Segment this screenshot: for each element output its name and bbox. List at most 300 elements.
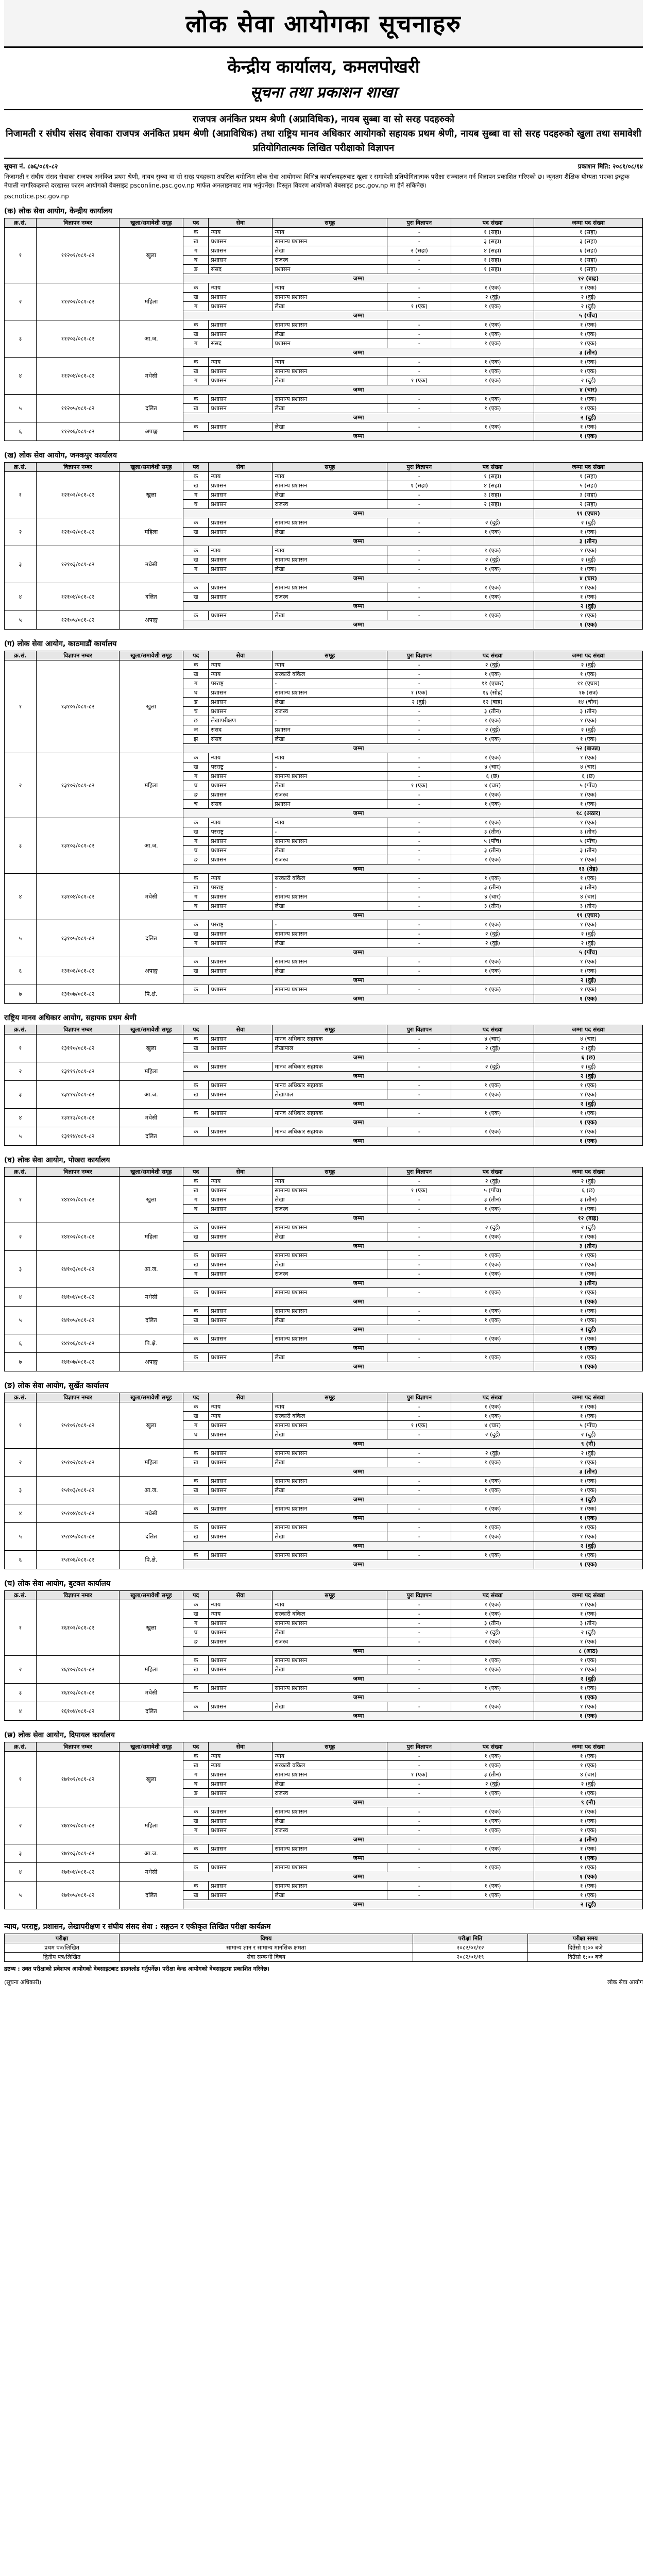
table-cell: प्रशासन: [209, 781, 273, 790]
table-cell: १ (एक): [451, 320, 534, 330]
table-cell: घ: [183, 902, 209, 911]
table-cell: १ (एक): [534, 1353, 643, 1362]
advert-number-cell: १४१०२/०८१-८२: [36, 1223, 119, 1251]
table-cell: १ (एक): [451, 1807, 534, 1817]
table-cell: २ (दुई): [534, 1044, 643, 1053]
table-cell: -: [387, 1223, 451, 1232]
table-cell: -: [387, 367, 451, 376]
table-cell: न्याय: [273, 818, 387, 827]
table-cell: क: [183, 283, 209, 293]
table-cell: १ (एक): [534, 1665, 643, 1674]
table-cell: प्रशासन: [209, 1044, 273, 1053]
table-row: [5, 1844, 643, 1854]
column-header: समूह: [273, 1167, 387, 1177]
advert-number-cell: १४१०५/०८१-८२: [36, 1307, 119, 1334]
table-cell: -: [387, 874, 451, 883]
table-cell: -: [387, 339, 451, 348]
table-cell: ग: [183, 679, 209, 688]
group-kind-cell: अपाङ्ग: [120, 1353, 183, 1371]
table-cell: -: [387, 1619, 451, 1628]
table-cell: परराष्ट्र: [209, 827, 273, 837]
table-cell: -: [387, 1430, 451, 1439]
table-cell: संसद: [209, 800, 273, 809]
table-cell: प्रशासन: [209, 1195, 273, 1205]
total-value: ५ (पाँच): [534, 948, 643, 957]
section-title: (ग) लोक सेवा आयोग, काठमाडौं कार्यालय: [4, 640, 117, 648]
table-cell: लेखा: [273, 1260, 387, 1269]
total-label: जम्मा: [183, 1674, 534, 1684]
table-cell: २ (सहा): [534, 500, 643, 509]
group-kind-cell: महिला: [120, 1062, 183, 1081]
table-cell: ख: [183, 670, 209, 679]
advert-number-cell: १७१०३/०८१-८२: [36, 1844, 119, 1863]
table-cell: २ (दुई): [451, 518, 534, 528]
table-cell: घ: [183, 1430, 209, 1439]
serial-cell: १: [5, 472, 37, 518]
total-label: जम्मा: [183, 1900, 534, 1909]
table-cell: क: [183, 228, 209, 237]
table-cell: प्रशासन: [209, 246, 273, 256]
table-cell: १ (एक): [534, 395, 643, 404]
total-value: १ (एक): [534, 1344, 643, 1353]
table-cell: क: [183, 1035, 209, 1044]
total-label: जम्मा: [183, 1242, 534, 1251]
table-cell: १ (एक): [534, 1109, 643, 1118]
table-cell: प्रशासन: [209, 1449, 273, 1458]
total-label: जम्मा: [183, 1835, 534, 1844]
advert-number-cell: १२१०५/०८१-८२: [36, 611, 119, 630]
total-value: ११ (एघार): [534, 911, 643, 920]
table-cell: प्रशासन: [209, 1090, 273, 1099]
table-cell: प्रशासन: [209, 1316, 273, 1325]
table-cell: लेखा: [273, 1532, 387, 1541]
table-cell: १ (एक): [534, 790, 643, 800]
table-cell: प्रशासन: [209, 1288, 273, 1297]
table-cell: ३ (सहा): [534, 490, 643, 500]
table-cell: -: [387, 1090, 451, 1099]
table-cell: राजस्व: [273, 1637, 387, 1647]
table-cell: १ (एक): [451, 1477, 534, 1486]
total-value: ८ (आठ): [534, 1647, 643, 1656]
serial-cell: ३: [5, 818, 37, 874]
table-cell: प्रशासन: [209, 293, 273, 302]
table-cell: २ (दुई): [534, 518, 643, 528]
total-value: ५२ (बाउन्न): [534, 744, 643, 753]
table-cell: घ: [183, 256, 209, 265]
total-value: ११ (एघार): [534, 509, 643, 518]
table-row: [5, 1449, 643, 1458]
table-cell: -: [387, 1817, 451, 1826]
column-header: पद: [183, 463, 209, 472]
serial-cell: १: [5, 1402, 37, 1449]
branch-heading: सूचना तथा प्रकाशन शाखा: [250, 83, 397, 101]
group-kind-cell: महिला: [120, 753, 183, 818]
table-cell: १ (एक): [451, 1081, 534, 1090]
table-cell: १ (एक): [534, 1702, 643, 1711]
group-kind-cell: दलित: [120, 1307, 183, 1334]
table-cell: -: [387, 725, 451, 735]
table-cell: १ (एक): [451, 920, 534, 929]
table-cell: लेखा: [273, 846, 387, 855]
serial-cell: ६: [5, 1334, 37, 1353]
table-cell: १ (एक): [451, 818, 534, 827]
table-cell: सामान्य प्रशासन: [273, 1307, 387, 1316]
table-cell: -: [387, 1702, 451, 1711]
table-cell: ५ (पाँच): [451, 837, 534, 846]
total-label: जम्मा: [183, 1344, 534, 1353]
schedule-cell: सामान्य ज्ञान र सामान्य मानसिक क्षमता: [120, 1943, 413, 1953]
table-row: [5, 753, 643, 762]
total-value: २ (दुई): [534, 1495, 643, 1504]
table-cell: १ (एक): [451, 1891, 534, 1900]
table-cell: क: [183, 611, 209, 620]
table-cell: प्रशासन: [209, 1353, 273, 1362]
table-cell: प्रशासन: [209, 837, 273, 846]
table-cell: सरकारी वकिल: [273, 874, 387, 883]
table-cell: क: [183, 1449, 209, 1458]
total-label: जम्मा: [183, 976, 534, 985]
table-cell: लेखा: [273, 698, 387, 707]
table-header-row: [5, 463, 643, 472]
table-cell: १ (एक): [534, 330, 643, 339]
column-header: खुला/समावेशी समूह: [120, 1591, 183, 1600]
table-cell: क: [183, 358, 209, 367]
column-header: समूह: [273, 1742, 387, 1752]
table-cell: सामान्य प्रशासन: [273, 1863, 387, 1872]
table-row: [5, 1477, 643, 1486]
advert-number-cell: १३१०२/०८१-८२: [36, 753, 119, 818]
table-cell: प्रशासन: [209, 1628, 273, 1637]
table-cell: घ: [183, 1205, 209, 1214]
total-value: १२ (बाह्र): [534, 1214, 643, 1223]
table-cell: ३ (सहा): [451, 237, 534, 246]
total-label: जम्मा: [183, 1711, 534, 1721]
table-cell: -: [387, 1477, 451, 1486]
table-row: [5, 957, 643, 967]
table-cell: परराष्ट्र: [209, 920, 273, 929]
table-header-row: [5, 1025, 643, 1035]
total-label: जम्मा: [183, 413, 534, 422]
column-header: पुरा विज्ञापन: [387, 463, 451, 472]
table-cell: ३ (तीन): [451, 883, 534, 892]
table-cell: १ (एक): [534, 583, 643, 592]
table-cell: ग: [183, 246, 209, 256]
table-cell: १ (एक): [534, 1412, 643, 1421]
table-row: [5, 1551, 643, 1560]
table-cell: ३ (तीन): [451, 1195, 534, 1205]
total-label: जम्मा: [183, 1325, 534, 1334]
table-cell: १ (सहा): [534, 256, 643, 265]
column-header: पद: [183, 1167, 209, 1177]
table-cell: -: [387, 1807, 451, 1817]
table-cell: -: [387, 855, 451, 865]
table-cell: १ (एक): [534, 967, 643, 976]
table-cell: प्रशासन: [209, 395, 273, 404]
table-cell: घ: [183, 688, 209, 698]
table-cell: -: [387, 837, 451, 846]
advert-number-cell: १७१०४/०८१-८२: [36, 1863, 119, 1882]
table-cell: सरकारी वकिल: [273, 1761, 387, 1770]
table-cell: -: [387, 1458, 451, 1467]
table-cell: -: [387, 790, 451, 800]
table-cell: ६ (छ): [534, 1186, 643, 1195]
table-cell: ४ (चार): [451, 781, 534, 790]
table-cell: न्याय: [209, 1609, 273, 1619]
table-cell: १ (एक): [534, 957, 643, 967]
table-cell: प्रशासन: [209, 790, 273, 800]
table-cell: -: [387, 1752, 451, 1761]
table-cell: झ: [183, 735, 209, 744]
table-cell: क: [183, 1844, 209, 1854]
table-cell: मानव अधिकार सहायक: [273, 1062, 387, 1072]
schedule-note: द्रष्टव्य : उक्त परीक्षाको प्रवेशपत्र आयोगको वेबसाइटबाट डाउनलोड गर्नुपर्नेछ। परीक्षा केन्द्र आयोगको वेबसाइटमा प्रकाशित गरिनेछ।: [4, 1965, 269, 1972]
table-cell: ४ (चार): [534, 1035, 643, 1044]
table-cell: घ: [183, 1628, 209, 1637]
table-cell: २ (दुई): [451, 1177, 534, 1186]
table-cell: सामान्य प्रशासन: [273, 237, 387, 246]
table-cell: १ (एक): [451, 1551, 534, 1560]
table-cell: ४ (चार): [451, 1035, 534, 1044]
table-cell: १ (एक): [451, 1532, 534, 1541]
table-cell: १४ (चौध): [534, 698, 643, 707]
table-cell: २ (दुई): [534, 1628, 643, 1637]
table-cell: १ (एक): [534, 1826, 643, 1835]
table-cell: प्रशासन: [209, 1551, 273, 1560]
table-cell: ६ (सहा): [534, 246, 643, 256]
table-cell: प्रशासन: [209, 1127, 273, 1137]
advert-number-cell: १३११३/०८१-८२: [36, 1109, 119, 1127]
table-cell: ग: [183, 1619, 209, 1628]
column-header: जम्मा पद संख्या: [534, 463, 643, 472]
advert-number-cell: १४१०४/०८१-८२: [36, 1288, 119, 1307]
group-kind-cell: खुला: [120, 1177, 183, 1223]
total-label: जम्मा: [183, 1514, 534, 1523]
column-header: पुरा विज्ञापन: [387, 1025, 451, 1035]
table-cell: लेखा: [273, 1780, 387, 1789]
table-cell: ३ (तीन): [534, 827, 643, 837]
table-cell: १ (एक): [451, 592, 534, 602]
serial-cell: ४: [5, 1504, 37, 1523]
table-cell: न्याय: [209, 1761, 273, 1770]
table-cell: प्रशासन: [209, 1062, 273, 1072]
column-header: पुरा विज्ञापन: [387, 1167, 451, 1177]
table-cell: -: [387, 1780, 451, 1789]
table-cell: प्रशासन: [209, 583, 273, 592]
table-cell: प्रशासन: [209, 367, 273, 376]
table-cell: लेखा: [273, 1430, 387, 1439]
table-cell: क: [183, 1288, 209, 1297]
table-row: [5, 1807, 643, 1817]
total-label: जम्मा: [183, 1214, 534, 1223]
table-cell: क: [183, 1702, 209, 1711]
table-row: [5, 1081, 643, 1090]
table-cell: राजस्व: [273, 790, 387, 800]
serial-cell: २: [5, 753, 37, 818]
table-cell: -: [273, 762, 387, 772]
table-cell: -: [387, 1628, 451, 1637]
vacancy-table: [4, 1393, 643, 1569]
column-header: जम्मा पद संख्या: [534, 1025, 643, 1035]
advert-number-cell: १३१११/०८१-८२: [36, 1062, 119, 1081]
table-cell: च: [183, 800, 209, 809]
table-cell: राजस्व: [273, 1789, 387, 1798]
table-cell: न्याय: [273, 1177, 387, 1186]
table-cell: संसद: [209, 735, 273, 744]
table-cell: लेखा: [273, 967, 387, 976]
table-cell: ङ: [183, 1637, 209, 1647]
schedule-title: न्याय, परराष्ट्र, प्रशासन, लेखापरीक्षण र संघीय संसद सेवा : सङ्गठन र एकीकृत लिखित परीक्षा कार्यक्रम: [4, 1923, 271, 1931]
total-label: जम्मा: [183, 1099, 534, 1109]
table-cell: १ (एक): [451, 611, 534, 620]
table-cell: -: [387, 472, 451, 481]
table-cell: ख: [183, 293, 209, 302]
table-cell: -: [387, 1127, 451, 1137]
total-value: १८ (अठार): [534, 809, 643, 818]
table-row: [5, 1288, 643, 1297]
table-cell: २ (दुई): [534, 1430, 643, 1439]
column-header: जम्मा पद संख्या: [534, 1167, 643, 1177]
table-cell: लेखा: [273, 939, 387, 948]
table-cell: घ: [183, 846, 209, 855]
serial-cell: २: [5, 1449, 37, 1477]
table-cell: -: [387, 883, 451, 892]
table-cell: १ (सहा): [387, 481, 451, 490]
table-cell: लेखा: [273, 1486, 387, 1495]
group-kind-cell: पि.क्षे.: [120, 1551, 183, 1569]
table-cell: लेखा: [273, 1891, 387, 1900]
table-cell: -: [387, 1504, 451, 1514]
table-cell: १ (एक): [534, 358, 643, 367]
schedule-header-row: [5, 1934, 643, 1943]
advert-number-cell: १३११०/०८१-८२: [36, 1035, 119, 1062]
table-cell: -: [387, 753, 451, 762]
table-cell: -: [387, 490, 451, 500]
table-cell: -: [387, 1412, 451, 1421]
table-cell: प्रशासन: [209, 330, 273, 339]
group-kind-cell: दलित: [120, 583, 183, 611]
table-cell: २ (दुई): [451, 929, 534, 939]
table-cell: २ (दुई): [451, 555, 534, 565]
table-cell: ३ (तीन): [451, 846, 534, 855]
table-cell: -: [387, 1449, 451, 1458]
table-cell: -: [387, 1177, 451, 1186]
total-label: जम्मा: [183, 1072, 534, 1081]
table-cell: सामान्य प्रशासन: [273, 837, 387, 846]
serial-cell: २: [5, 1062, 37, 1081]
table-cell: -: [387, 1600, 451, 1609]
table-cell: क: [183, 1504, 209, 1514]
schedule-cell: प्रथम पत्र/लिखित: [5, 1943, 120, 1953]
group-kind-cell: आ.ज.: [120, 1081, 183, 1109]
table-cell: १ (एक): [534, 1789, 643, 1798]
table-cell: ख: [183, 1412, 209, 1421]
total-value: १ (एक): [534, 1137, 643, 1146]
table-cell: ३ (सहा): [534, 237, 643, 246]
table-cell: क: [183, 1684, 209, 1693]
table-cell: -: [387, 1353, 451, 1362]
group-kind-cell: अपाङ्ग: [120, 611, 183, 630]
table-cell: क: [183, 1523, 209, 1532]
table-cell: -: [387, 735, 451, 744]
column-header: क्र.सं.: [5, 463, 37, 472]
group-kind-cell: मधेसी: [120, 1684, 183, 1702]
table-cell: प्रशासन: [209, 1637, 273, 1647]
table-cell: १ (एक): [534, 1288, 643, 1297]
table-cell: -: [387, 939, 451, 948]
serial-cell: १: [5, 1035, 37, 1062]
table-cell: १ (एक): [387, 688, 451, 698]
serial-cell: २: [5, 1223, 37, 1251]
table-cell: -: [387, 395, 451, 404]
table-cell: १ (एक): [451, 670, 534, 679]
table-cell: सामान्य प्रशासन: [273, 1504, 387, 1514]
table-row: [5, 422, 643, 432]
table-cell: ४ (चार): [534, 1770, 643, 1780]
table-cell: ६ (छ): [451, 772, 534, 781]
group-kind-cell: पि.क्षे.: [120, 1334, 183, 1353]
table-cell: सामान्य प्रशासन: [273, 1223, 387, 1232]
column-header: जम्मा पद संख्या: [534, 1591, 643, 1600]
table-cell: -: [387, 1109, 451, 1118]
table-cell: प्रशासन: [209, 707, 273, 716]
table-cell: ग: [183, 302, 209, 311]
serial-cell: १: [5, 660, 37, 753]
table-cell: प्रशासन: [273, 725, 387, 735]
advert-number-cell: १५१०६/०८१-८२: [36, 1551, 119, 1569]
advert-number-cell: ११२०६/०८१-८२: [36, 422, 119, 441]
table-cell: सामान्य प्रशासन: [273, 1619, 387, 1628]
table-cell: सरकारी वकिल: [273, 670, 387, 679]
serial-cell: ५: [5, 1307, 37, 1334]
table-cell: सामान्य प्रशासन: [273, 1882, 387, 1891]
serial-cell: ३: [5, 1684, 37, 1702]
section-gap: [4, 1909, 643, 1913]
table-cell: प्रशासन: [209, 565, 273, 574]
table-cell: -: [387, 237, 451, 246]
table-cell: -: [387, 1523, 451, 1532]
table-cell: -: [387, 1637, 451, 1647]
table-cell: ख: [183, 967, 209, 976]
table-cell: -: [387, 762, 451, 772]
group-kind-cell: महिला: [120, 1807, 183, 1844]
vacancy-table: [4, 218, 643, 441]
vacancy-table: [4, 1025, 643, 1146]
table-cell: १ (एक): [451, 1665, 534, 1674]
table-cell: -: [273, 716, 387, 725]
advert-number-cell: १३१०४/०८१-८२: [36, 874, 119, 920]
table-cell: क: [183, 1334, 209, 1344]
table-cell: सामान्य प्रशासन: [273, 929, 387, 939]
table-cell: १ (एक): [451, 422, 534, 432]
table-cell: ग: [183, 376, 209, 385]
table-cell: १ (एक): [534, 1532, 643, 1541]
table-cell: -: [387, 555, 451, 565]
table-cell: १ (एक): [534, 528, 643, 537]
table-cell: १ (एक): [451, 1402, 534, 1412]
table-cell: -: [387, 707, 451, 716]
serial-cell: ३: [5, 1844, 37, 1863]
table-cell: १ (एक): [451, 1334, 534, 1344]
table-cell: प्रशासन: [209, 1251, 273, 1260]
table-cell: क: [183, 1223, 209, 1232]
total-label: जम्मा: [183, 1560, 534, 1569]
table-cell: -: [387, 827, 451, 837]
serial-cell: ६: [5, 1551, 37, 1569]
table-cell: -: [387, 1891, 451, 1900]
table-cell: न्याय: [273, 358, 387, 367]
total-value: १ (एक): [534, 1514, 643, 1523]
table-cell: १ (एक): [451, 1882, 534, 1891]
